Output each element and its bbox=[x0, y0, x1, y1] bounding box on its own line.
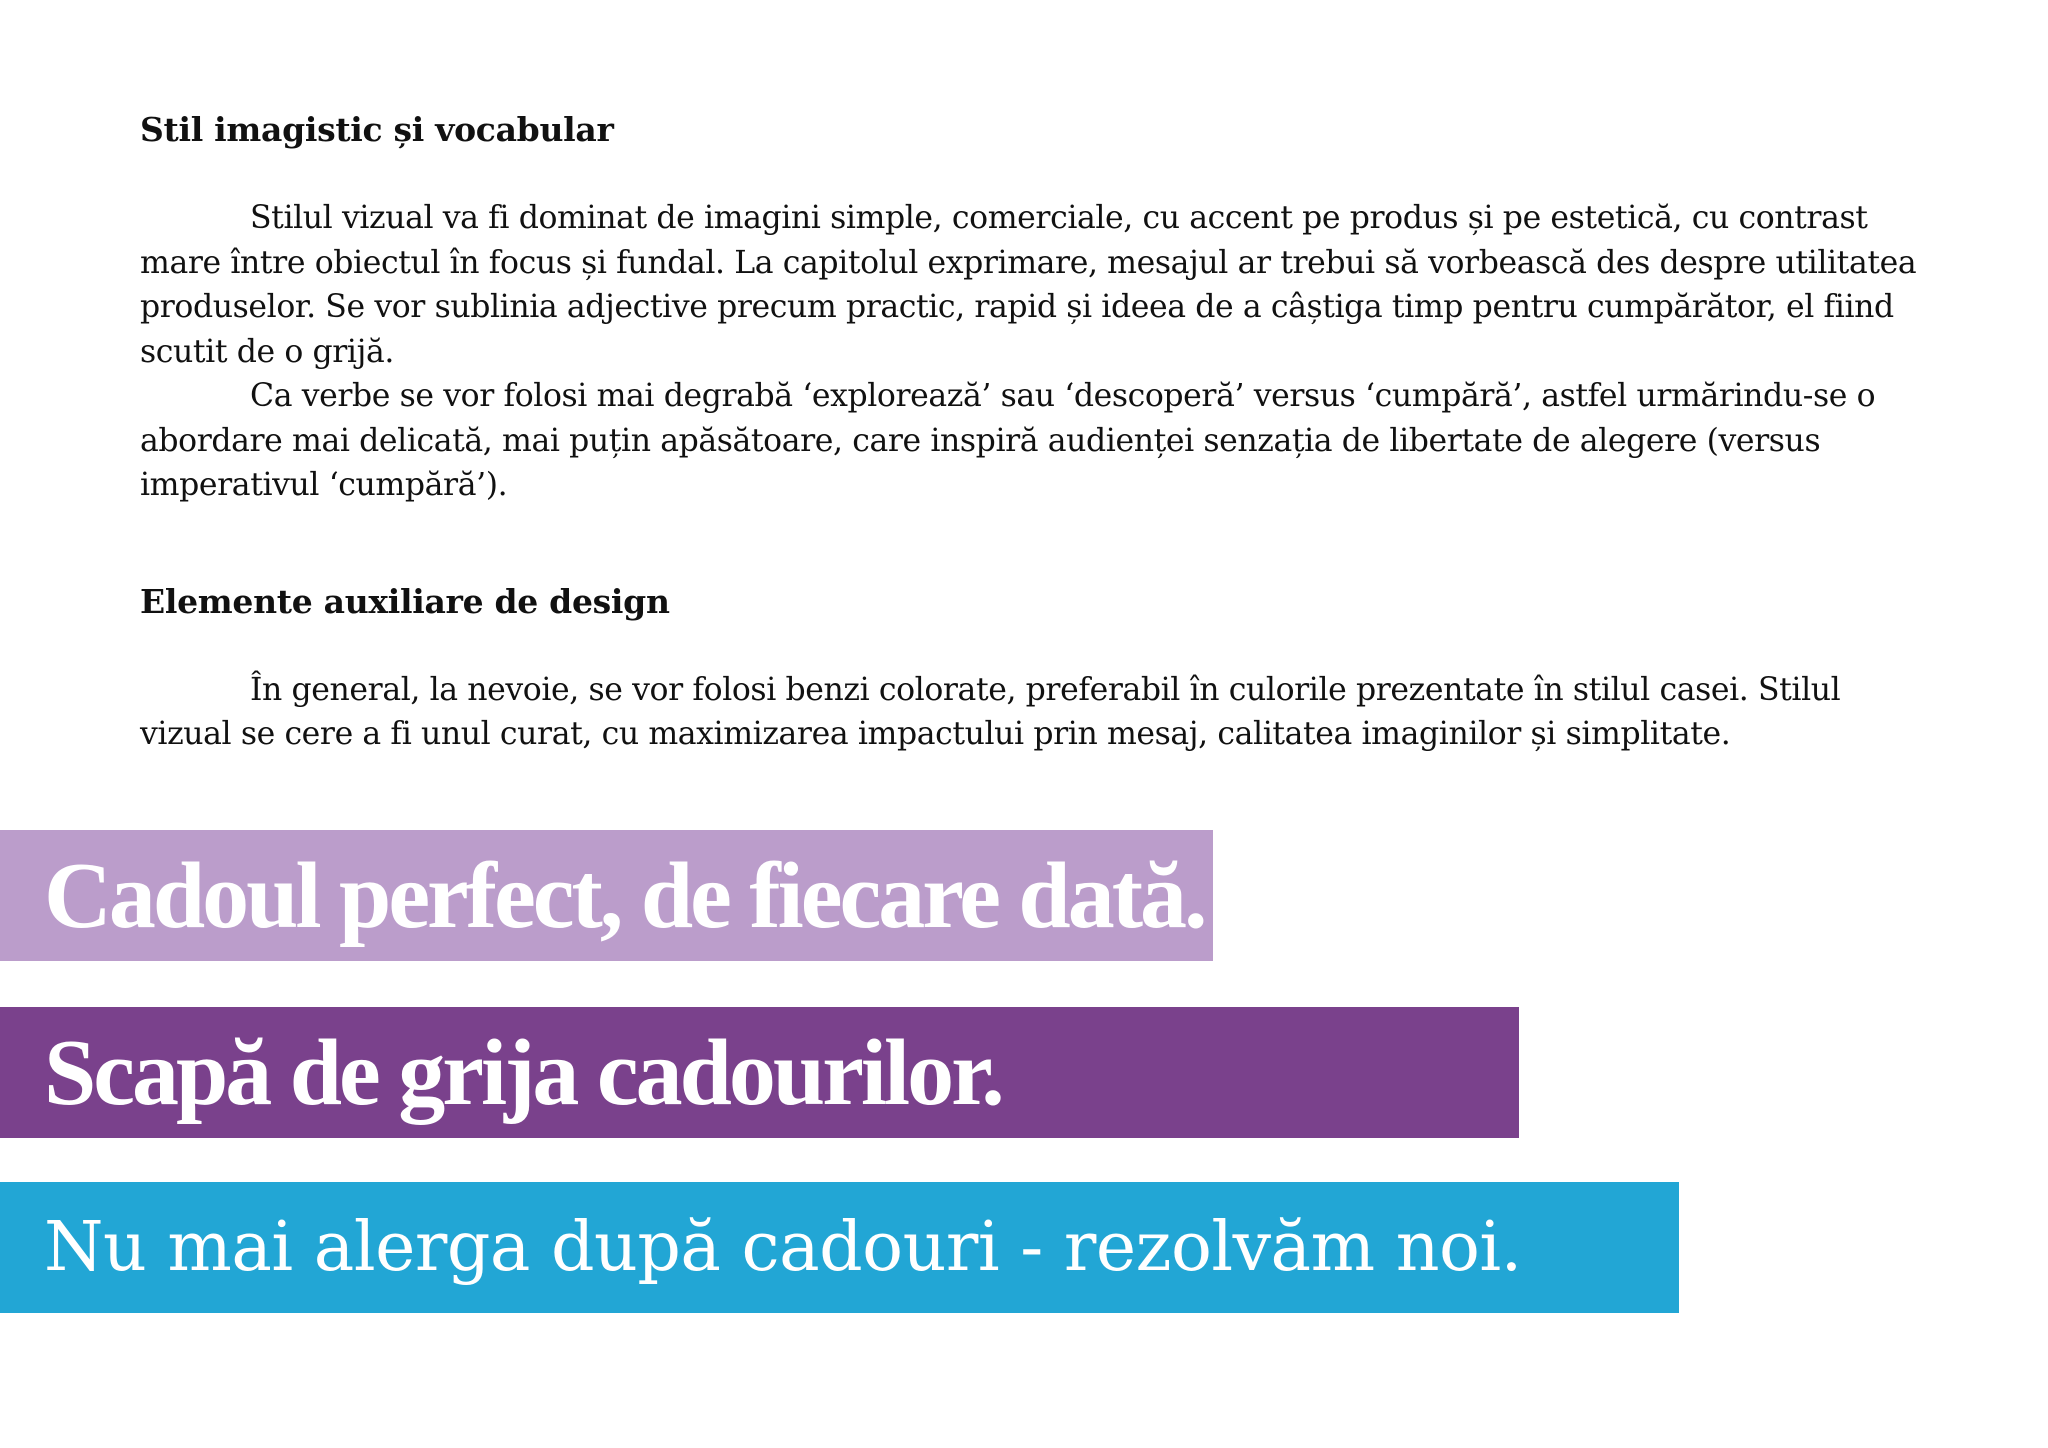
section-heading: Stil imagistic și vocabular bbox=[140, 110, 614, 149]
paragraph: Stilul vizual va fi dominat de imagini simple, comerciale, cu accent pe produs și pe estetică, cu contrast mare între obiectul în focus și fundal. La capitolul exprimare, mesajul ar trebui să vorbească des despre utilitatea produselor. Se vor sublinia adjective precum practic, rapid și ideea de a câștiga timp pentru cumpărător, el fiind scutit de o grijă. bbox=[140, 200, 1917, 370]
slogan-text: Scapă de grija cadourilor. bbox=[44, 1020, 1002, 1125]
slogan-band-lilac bbox=[0, 830, 1213, 961]
section-elemente-auxiliare bbox=[140, 580, 1940, 757]
slogan-band-blue bbox=[0, 1182, 1679, 1313]
section-body bbox=[140, 668, 1940, 757]
slogan-text: Cadoul perfect, de fiecare dată. bbox=[44, 843, 1205, 948]
section-heading: Elemente auxiliare de design bbox=[140, 581, 670, 621]
section-stil-imagistic bbox=[140, 108, 1940, 508]
document-body bbox=[140, 108, 1940, 757]
section-body bbox=[140, 196, 1940, 508]
paragraph: Ca verbe se vor folosi mai degrabă ‘explorează’ sau ‘descoperă’ versus ‘cumpără’, astfel urmărindu-se o abordare mai delicată, mai puțin apăsătoare, care inspiră audienței senzația de libertate de alegere (versus imperativul ‘cumpără’). bbox=[140, 378, 1876, 503]
slogan-band-purple bbox=[0, 1007, 1519, 1138]
paragraph: În general, la nevoie, se vor folosi benzi colorate, preferabil în culorile prezentate în stilul casei. Stilul vizual se cere a fi unul curat, cu maximizarea impactului prin mesaj, calitatea imaginilor și simplitate. bbox=[140, 671, 1841, 752]
slogan-text: Nu mai alerga după cadouri - rezolvăm noi. bbox=[44, 1208, 1522, 1287]
